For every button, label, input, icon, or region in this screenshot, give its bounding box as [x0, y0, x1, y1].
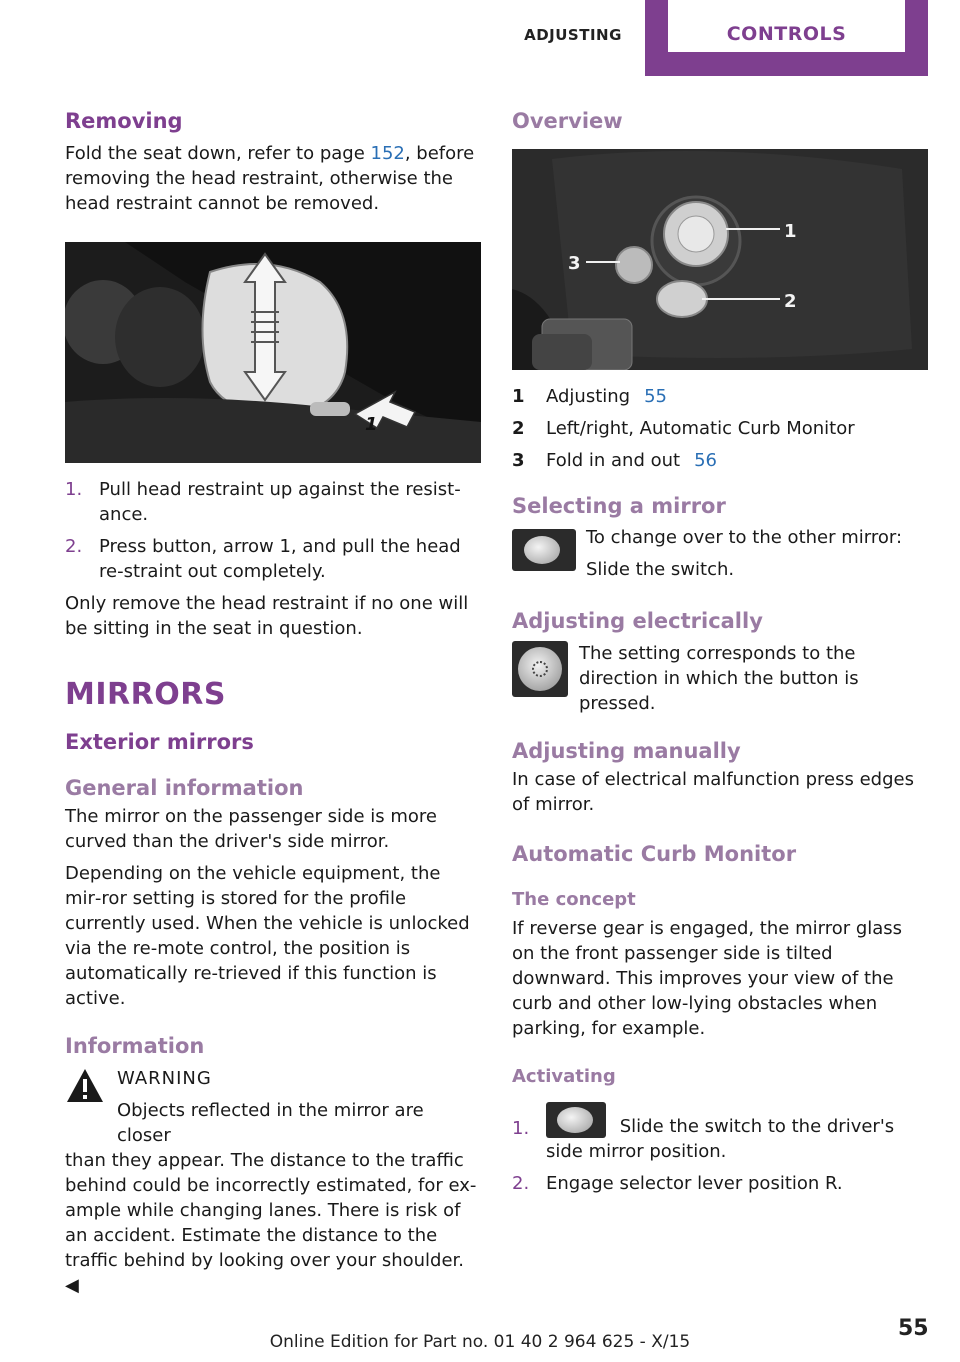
warning-text	[65, 1148, 481, 1298]
right-column	[512, 108, 928, 1196]
mirror-switch-icon	[546, 1102, 606, 1138]
general-information-heading: General information	[65, 775, 304, 800]
exterior-mirrors-heading: Exterior mirrors	[65, 730, 254, 755]
joystick-button-icon	[512, 641, 568, 697]
left-column	[65, 108, 481, 1298]
warning-triangle-icon	[65, 1066, 105, 1106]
selecting-mirror-heading: Selecting a mirror	[512, 494, 726, 519]
end-mark-icon: ◀	[65, 1275, 79, 1297]
list-number: 1.	[512, 1118, 530, 1140]
page-link-152[interactable]: 152	[370, 143, 405, 165]
warning-label: WARNING	[117, 1068, 212, 1090]
mirror-switch-icon	[512, 529, 576, 571]
selecting-text-1: To change over to the other mirror:	[586, 526, 903, 548]
list-item	[512, 1102, 928, 1164]
legend-number: 3	[512, 450, 525, 472]
figure-legend	[512, 384, 928, 473]
list-text: Slide the switch to the driver's side mirror position.	[546, 1116, 895, 1163]
selecting-text-2: Slide the switch.	[586, 558, 735, 580]
figure-label-1: 1	[784, 221, 797, 243]
removing-text-before: Fold the seat down, refer to page	[65, 143, 371, 165]
list-item	[512, 1171, 928, 1196]
warning-first-line: Objects reflected in the mirror are closer	[117, 1100, 424, 1147]
legend-text: Adjusting	[546, 386, 631, 408]
selecting-block	[512, 525, 928, 582]
adjusting-electrically-heading: Adjusting electrically	[512, 608, 763, 633]
removing-text-after: , before removing the head restraint, otherwise the head restraint cannot be removed.	[65, 143, 475, 215]
legend-text: Fold in and out	[546, 450, 681, 472]
chapter-title: CONTROLS	[668, 0, 905, 52]
page-number: 55	[898, 1316, 929, 1341]
figure-label-3: 3	[568, 253, 581, 275]
electric-block	[512, 641, 928, 716]
concept-text: If reverse gear is engaged, the mirror glass on the front passenger side is tilted downward. This improves your view of the curb and other low-lying obstacles when parking, for example.	[512, 917, 903, 1039]
legend-item	[512, 384, 928, 409]
electric-text: The setting corresponds to the direction in which the button is pressed.	[579, 642, 859, 714]
warning-head	[117, 1066, 481, 1148]
list-item	[65, 534, 481, 584]
general-text-1: The mirror on the passenger side is more curved than the driver's side mirror.	[65, 805, 438, 852]
legend-number: 2	[512, 418, 525, 440]
selecting-text	[586, 525, 902, 582]
general-text-2: Depending on the vehicle equipment, the mir‐ror setting is stored for the profile currently used. When the vehicle is unlocked via the re‐mote control, the position is automatically re‐trieved if this function is active.	[65, 862, 470, 1009]
head-restraint-figure	[65, 242, 481, 463]
chapter-tab	[645, 0, 928, 76]
mirror-controls-figure	[512, 149, 928, 370]
figure-label-2: 2	[784, 291, 797, 313]
page-link-56[interactable]: 56	[694, 450, 717, 472]
list-text: Engage selector lever position R.	[546, 1173, 843, 1195]
legend-text: Left/right, Automatic Curb Monitor	[546, 418, 855, 440]
legend-item	[512, 448, 928, 473]
list-text: Pull head restraint up against the resist‐ance.	[99, 479, 461, 526]
section-title: ADJUSTING	[524, 26, 622, 44]
list-item	[65, 477, 481, 527]
manual-text: In case of electrical malfunction press edges of mirror.	[512, 769, 914, 816]
removing-heading: Removing	[65, 109, 183, 133]
activating-heading: Activating	[512, 1065, 616, 1087]
legend-number: 1	[512, 386, 525, 408]
adjusting-manually-heading: Adjusting manually	[512, 738, 741, 763]
list-number: 1.	[65, 479, 83, 501]
list-number: 2.	[512, 1173, 530, 1195]
automatic-curb-monitor-heading: Automatic Curb Monitor	[512, 842, 797, 867]
edition-footer: Online Edition for Part no. 01 40 2 964 625 - X/15	[269, 1332, 691, 1352]
removing-text	[65, 141, 481, 216]
concept-heading: The concept	[512, 889, 636, 911]
warning-block	[65, 1066, 481, 1148]
list-text: Press button, arrow 1, and pull the head re‐straint out completely.	[99, 536, 461, 583]
mirrors-heading: MIRRORS	[65, 677, 226, 713]
activating-steps	[512, 1102, 928, 1196]
list-number: 2.	[65, 536, 83, 558]
removal-steps	[65, 477, 481, 584]
page-link-55[interactable]: 55	[644, 386, 668, 408]
warning-rest: than they appear. The distance to the traffic behind could be incorrectly estimated, for ex‐ample while changing lanes. There is risk of an accident. Estimate the distance to the traffic behind by looking over your shoulder.	[65, 1150, 477, 1272]
overview-heading: Overview	[512, 109, 623, 133]
legend-item	[512, 416, 928, 441]
information-heading: Information	[65, 1033, 205, 1058]
figure-label-1: 1	[365, 414, 378, 436]
removal-note: Only remove the head restraint if no one will be sitting in the seat in question.	[65, 593, 469, 640]
